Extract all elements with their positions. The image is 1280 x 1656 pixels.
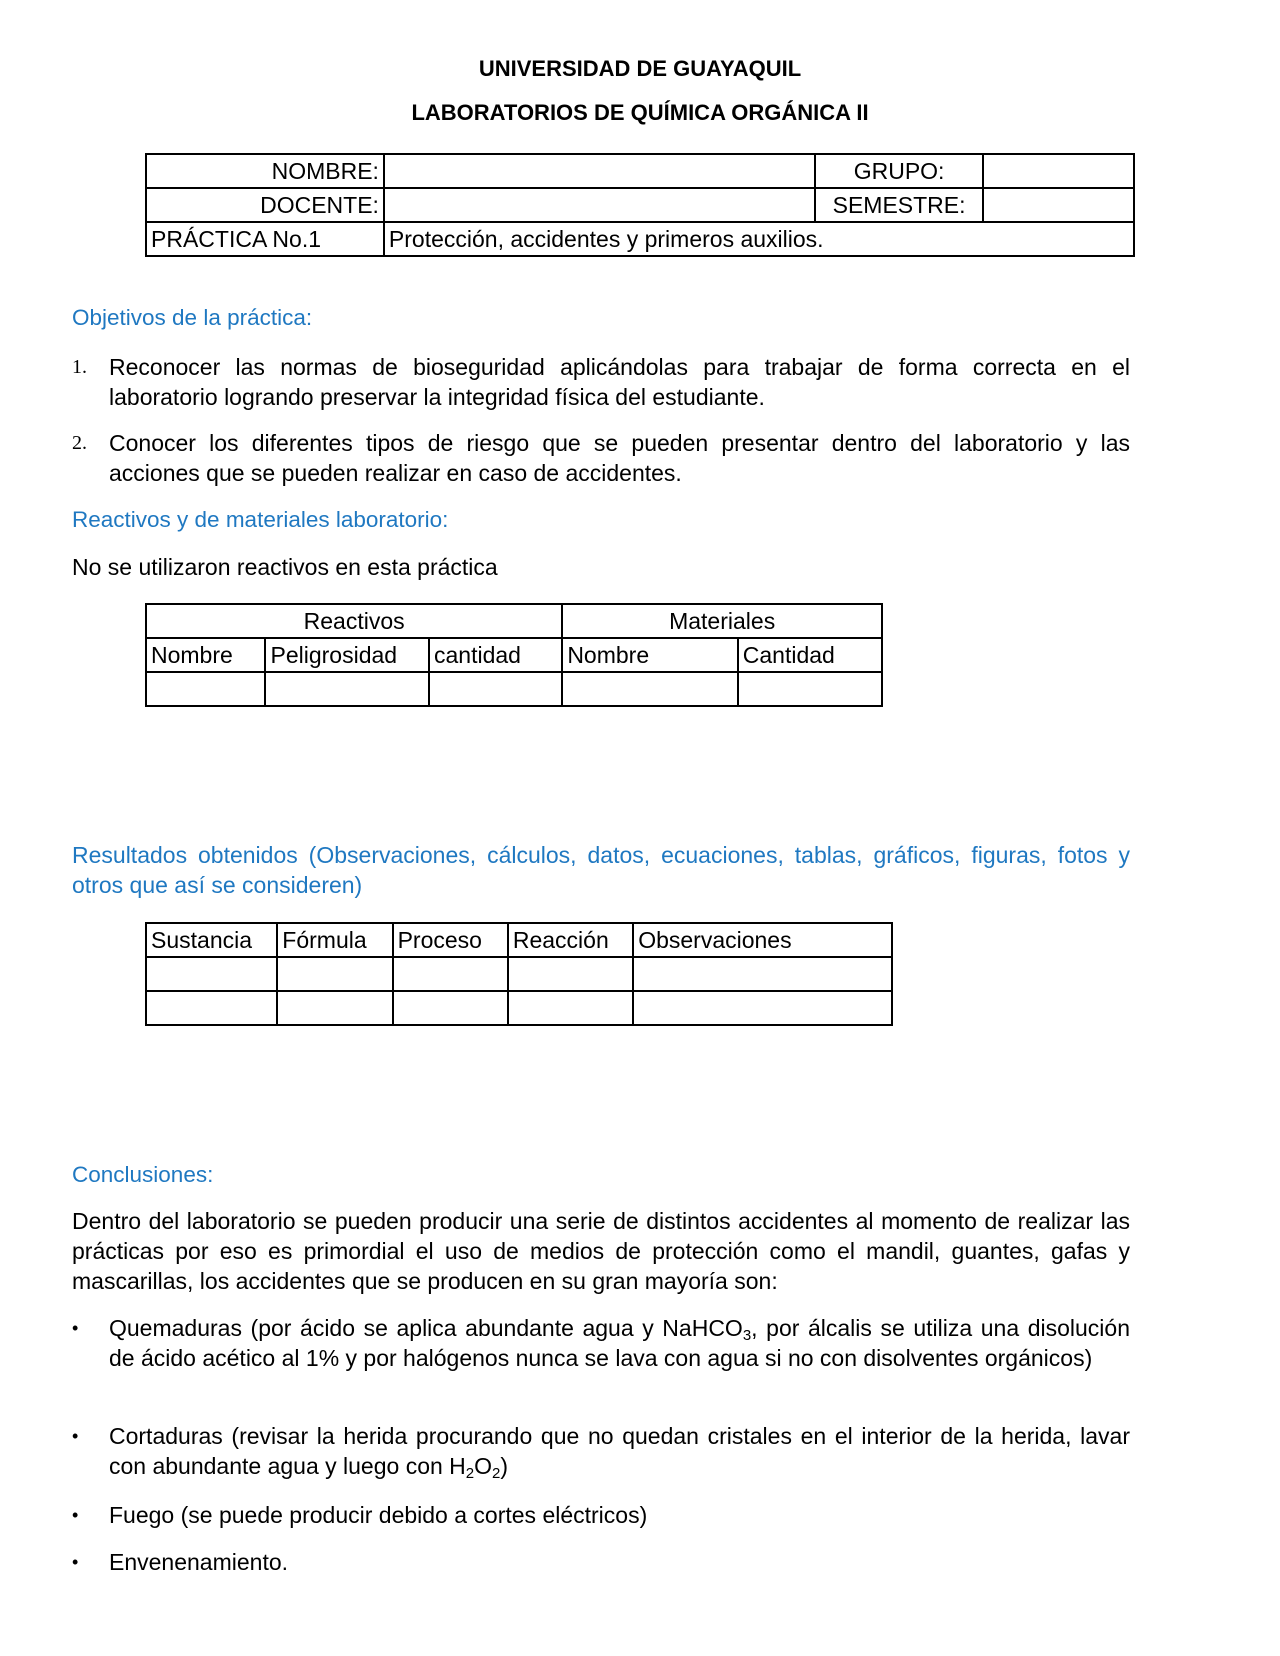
table-row	[146, 672, 882, 706]
resultados-heading: Resultados obtenidos (Observaciones, cálculos, datos, ecuaciones, tablas, gráficos, figuras, fotos y otros que así se consideren)	[72, 842, 1130, 898]
column-header: Observaciones	[633, 923, 892, 957]
bullet-marker: •	[72, 1552, 79, 1572]
objetivos-heading: Objetivos de la práctica:	[72, 305, 313, 330]
docente-label: DOCENTE:	[146, 188, 384, 222]
group-header-materiales: Materiales	[562, 604, 882, 638]
table-cell	[508, 991, 633, 1025]
column-header: cantidad	[429, 638, 562, 672]
list-item	[72, 1421, 1130, 1481]
bullet-text: Envenenamiento.	[109, 1549, 289, 1575]
table-cell	[277, 991, 392, 1025]
bullet-marker: •	[72, 1426, 79, 1446]
bullet-text: Cortaduras (revisar la herida procurando que no quedan cristales en el interior de la herida, lavar con abundante agua y luego con $H_2O_2$)	[109, 1423, 1130, 1482]
bullet-text: Fuego (se puede producir debido a cortes eléctricos)	[109, 1502, 648, 1528]
reactivos-table	[145, 603, 883, 707]
group-header-reactivos: Reactivos	[146, 604, 562, 638]
table-cell	[429, 672, 562, 706]
table-cell	[146, 672, 265, 706]
column-header: Sustancia	[146, 923, 277, 957]
objetivo-text: Conocer los diferentes tipos de riesgo que se pueden presentar dentro del laboratorio y las acciones que se pueden realizar en caso de accidentes.	[109, 430, 1130, 486]
table-cell	[393, 991, 508, 1025]
grupo-value	[983, 154, 1134, 188]
list-item	[72, 1547, 1130, 1577]
table-cell	[277, 957, 392, 991]
list-item	[72, 1500, 1130, 1530]
column-header: Fórmula	[277, 923, 392, 957]
reactivos-heading: Reactivos y de materiales laboratorio:	[72, 507, 449, 532]
table-cell	[393, 957, 508, 991]
column-header: Nombre	[146, 638, 265, 672]
table-row	[146, 991, 892, 1025]
column-header: Proceso	[393, 923, 508, 957]
table-cell	[265, 672, 429, 706]
table-cell	[562, 672, 737, 706]
table-cell	[146, 957, 277, 991]
lab-title: LABORATORIOS DE QUÍMICA ORGÁNICA II	[411, 100, 869, 125]
reactivos-note: No se utilizaron reactivos en esta práctica	[72, 554, 498, 580]
table-cell	[508, 957, 633, 991]
objetivo-text: Reconocer las normas de bioseguridad aplicándolas para trabajar de forma correcta en el laboratorio logrando preservar la integridad física del estudiante.	[109, 354, 1130, 410]
docente-value	[384, 188, 815, 222]
nombre-label: NOMBRE:	[146, 154, 384, 188]
semestre-value	[983, 188, 1134, 222]
university-title: UNIVERSIDAD DE GUAYAQUIL	[478, 56, 802, 81]
conclusiones-heading: Conclusiones:	[72, 1162, 214, 1187]
objetivo-item	[72, 428, 1130, 488]
conclusiones-paragraph: Dentro del laboratorio se pueden producir una serie de distintos accidentes al momento de realizar las prácticas por eso es primordial el uso de medios de protección como el mandil, guantes, gafas y mascarillas, los accidentes que se producen en su gran mayoría son:	[72, 1208, 1130, 1294]
practica-label: PRÁCTICA No.1	[146, 222, 384, 256]
table-cell	[633, 991, 892, 1025]
bullet-marker: •	[72, 1505, 79, 1525]
objetivo-item	[72, 352, 1130, 412]
list-number: 2.	[72, 432, 87, 454]
bullet-marker: •	[72, 1318, 79, 1338]
table-cell	[146, 991, 277, 1025]
column-header: Cantidad	[738, 638, 882, 672]
list-item	[72, 1313, 1130, 1373]
list-number: 1.	[72, 356, 87, 378]
resultados-table	[145, 922, 893, 1026]
table-cell	[633, 957, 892, 991]
column-header: Peligrosidad	[265, 638, 429, 672]
column-header: Reacción	[508, 923, 633, 957]
grupo-label: GRUPO:	[815, 154, 982, 188]
bullet-text: Quemaduras (por ácido se aplica abundante agua y NaHCO$_3$, por álcalis se utiliza una disolución de ácido acético al 1% y por halógenos nunca se lava con agua si no con disolventes orgánicos)	[109, 1315, 1130, 1371]
nombre-value	[384, 154, 815, 188]
practica-value: Protección, accidentes y primeros auxilios.	[384, 222, 1134, 256]
table-cell	[738, 672, 882, 706]
info-table	[145, 153, 1135, 257]
semestre-label: SEMESTRE:	[815, 188, 982, 222]
table-row	[146, 957, 892, 991]
column-header: Nombre	[562, 638, 737, 672]
